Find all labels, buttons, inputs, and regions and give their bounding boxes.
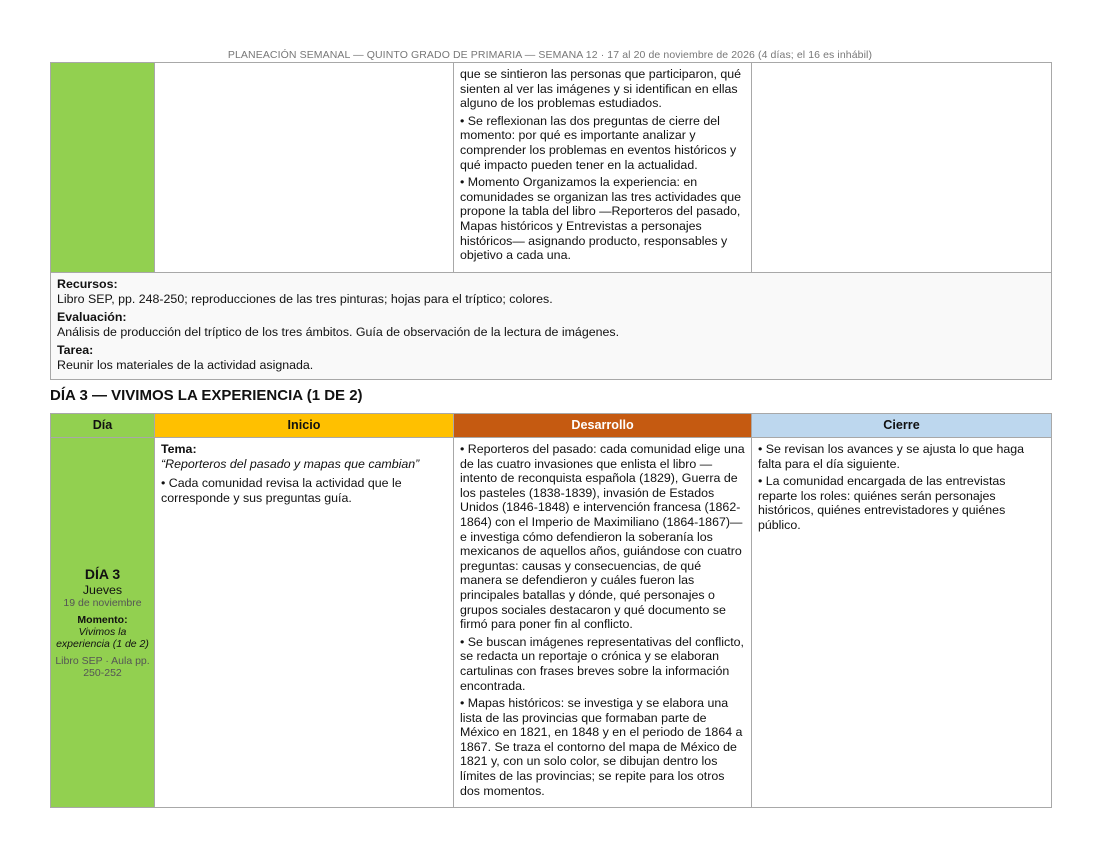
previous-day-label-cell	[51, 63, 155, 273]
recursos-label: Recursos:	[57, 276, 118, 291]
tarea-label: Tarea:	[57, 342, 94, 357]
day-number: DÍA 3	[84, 566, 121, 583]
previous-day-desarrollo-cell	[454, 63, 752, 273]
column-header-dia: Día	[51, 414, 155, 438]
previous-day-table	[50, 62, 1051, 380]
cierre-item: • Se revisan los avances y se ajusta lo que haga falta para el día siguiente.	[758, 442, 1025, 471]
momento-label: Momento:	[77, 614, 128, 627]
evaluacion-text: Análisis de producción del tríptico de los tres ámbitos. Guía de observación de la lectura de imágenes.	[57, 324, 620, 339]
previous-day-inicio-cell	[155, 63, 454, 273]
tema-label: Tema:	[161, 442, 197, 456]
previous-desarrollo-paragraph: • Momento Organizamos la experiencia: en comunidades se organizan las tres actividades que propone la tabla del libro —Reporteros del pasado, Mapas históricos y Entrevistas a personajes históricos— asignando producto, responsables y objetivo a cada una.	[460, 175, 742, 263]
previous-day-cierre-cell	[752, 63, 1052, 273]
desarrollo-item: • Se buscan imágenes representativas del conflicto, se redacta un reportaje o crónica y se elaboran cartulinas con frases breves sobre la información encontrada.	[460, 634, 744, 693]
section-title: DÍA 3 — VIVIMOS LA EXPERIENCIA (1 DE 2)	[50, 387, 363, 404]
day-name: Jueves	[82, 583, 123, 598]
desarrollo-cell	[454, 438, 752, 808]
column-header-cierre: Cierre	[752, 414, 1052, 438]
column-header-inicio: Inicio	[155, 414, 454, 438]
recursos-text: Libro SEP, pp. 248-250; reproducciones de las tres pinturas; hojas para el tríptico; colores.	[57, 291, 553, 306]
desarrollo-item: • Reporteros del pasado: cada comunidad elige una de las cuatro invasiones que enlista el libro —intento de reconquista española (1829), Guerra de los pasteles (1838-1839), invasión de Estados Unidos (1846-1848) e intervención francesa (1862-1864) con el Imperio de Maximiliano (1864-1867)— e investiga cómo defendieron la soberanía los mexicanos de aquellos años, guiándose con cuatro preguntas: causas y consecuencias, de qué manera se defendieron y cuáles fueron las principales batallas y dónde, qué personajes o grupos sociales destacaron y qué documento se firmó para poner fin al conflicto.	[460, 442, 745, 632]
inicio-item: • Cada comunidad revisa la actividad que le corresponde y sus preguntas guía.	[161, 476, 402, 505]
evaluacion-label: Evaluación:	[57, 309, 127, 324]
tarea-text: Reunir los materiales de la actividad asignada.	[57, 357, 314, 372]
day3-table	[50, 413, 1051, 808]
day-cell	[51, 438, 155, 808]
previous-desarrollo-paragraph: que se sintieron las personas que participaron, qué sienten al ver las imágenes y si identifican en ellas alguno de los problemas estudiados.	[460, 67, 742, 111]
day-date: 19 de noviembre	[63, 597, 142, 610]
book-reference: Libro SEP · Aula pp. 250-252	[55, 655, 150, 680]
page-header: PLANEACIÓN SEMANAL — QUINTO GRADO DE PRIMARIA — SEMANA 12 · 17 al 20 de noviembre de 2026 (4 días; el 16 es inhábil)	[227, 49, 873, 61]
momento-text: Vivimos la experiencia (1 de 2)	[56, 626, 149, 651]
cierre-item: • La comunidad encargada de las entrevistas reparte los roles: quiénes serán personajes históricos, quiénes entrevistadores y quiénes público.	[758, 474, 1006, 532]
inicio-cell	[155, 438, 454, 808]
previous-desarrollo-paragraph: • Se reflexionan las dos preguntas de cierre del momento: por qué es importante analizar y comprender los problemas en eventos históricos y qué impacto pueden tener en la actualidad.	[460, 113, 737, 172]
column-header-desarrollo: Desarrollo	[454, 414, 752, 438]
resources-block	[51, 272, 1052, 379]
tema-text: “Reporteros del pasado y mapas que cambian”	[161, 456, 420, 471]
desarrollo-item: • Mapas históricos: se investiga y se elabora una lista de las provincias que formaban parte de México en 1821, en 1848 y en el periodo de 1864 a 1867. Se traza el contorno del mapa de México de 1821 y, con un solo color, se dibujan dentro los límites de las provincias; se repite para los otros dos momentos.	[460, 696, 743, 798]
cierre-cell	[752, 438, 1052, 808]
